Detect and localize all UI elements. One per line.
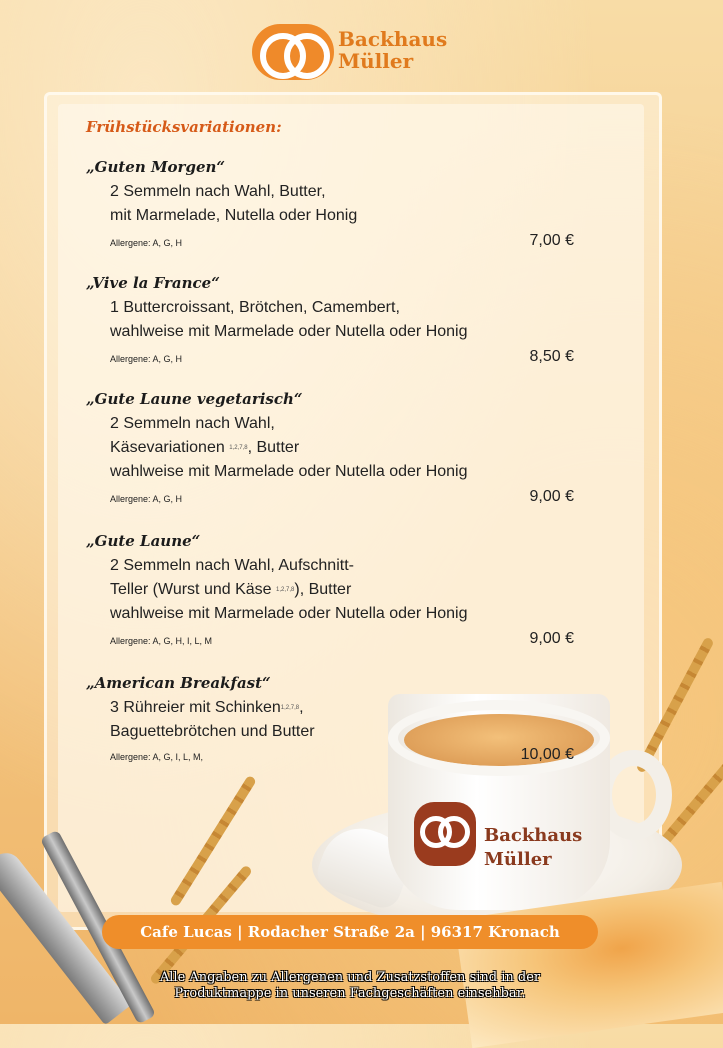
description-line: 2 Semmeln nach Wahl, bbox=[110, 415, 275, 432]
brand-logo bbox=[252, 22, 482, 82]
description-text: , Butter bbox=[247, 439, 300, 457]
disclaimer-line: Produktmappe in unseren Fachgeschäften einsehbar. bbox=[174, 986, 526, 1001]
cup-brand-line1: Backhaus bbox=[484, 825, 583, 846]
description-line: 1 Buttercroissant, Brötchen, Camembert, bbox=[110, 299, 400, 316]
brand-name bbox=[338, 28, 447, 72]
address-bar: Cafe Lucas | Rodacher Straße 2a | 96317 Kronach bbox=[102, 915, 598, 949]
menu-item-allergens: Allergene: A, G, I, L, M, bbox=[110, 752, 204, 762]
description-line: 2 Semmeln nach Wahl, Butter, bbox=[110, 183, 326, 200]
section-heading: Frühstücksvariationen: bbox=[86, 118, 282, 136]
cup-rim-image bbox=[388, 700, 610, 776]
cup-brand-name bbox=[484, 824, 582, 872]
menu-item-title: „American Breakfast“ bbox=[86, 674, 271, 692]
menu-item-allergens: Allergene: A, G, H bbox=[110, 238, 183, 248]
description-text: , bbox=[299, 699, 304, 717]
menu-item-description bbox=[110, 412, 468, 484]
cup-brand-line2: Müller bbox=[484, 849, 552, 870]
additive-numbers: 1,2,7,8 bbox=[276, 587, 295, 593]
description-line bbox=[110, 578, 468, 602]
menu-item-allergens: Allergene: A, G, H bbox=[110, 354, 183, 364]
allergen-disclaimer bbox=[100, 970, 600, 1002]
description-text: ), Butter bbox=[294, 581, 352, 599]
menu-item-price: 9,00 € bbox=[529, 488, 574, 505]
menu-item-title: „Gute Laune“ bbox=[86, 532, 201, 550]
menu-item-description bbox=[110, 180, 357, 228]
menu-item-price: 9,00 € bbox=[529, 630, 574, 647]
menu-item-description bbox=[110, 696, 315, 744]
menu-item-description bbox=[110, 296, 468, 344]
description-text: Käsevariationen bbox=[110, 439, 225, 457]
additive-numbers: 1,2,7,8 bbox=[280, 705, 300, 711]
disclaimer-line: Alle Angaben zu Allergenen und Zusatzstoffen sind in der bbox=[159, 970, 541, 985]
menu-item-title: „Vive la France“ bbox=[86, 274, 220, 292]
description-line: Baguettebrötchen und Butter bbox=[110, 723, 315, 741]
description-line: wahlweise mit Marmelade oder Nutella oder Honig bbox=[110, 463, 468, 481]
menu-item-title: „Guten Morgen“ bbox=[86, 158, 226, 176]
description-line: mit Marmelade, Nutella oder Honig bbox=[110, 207, 358, 224]
brand-name-line1: Backhaus bbox=[338, 27, 448, 51]
description-line: 2 Semmeln nach Wahl, Aufschnitt- bbox=[110, 557, 354, 574]
additive-numbers: 1,2,7,8 bbox=[229, 445, 248, 451]
cup-logo-icon bbox=[414, 802, 476, 866]
description-line bbox=[110, 436, 468, 460]
brand-name-line2: Müller bbox=[338, 49, 414, 73]
menu-item-title: „Gute Laune vegetarisch“ bbox=[86, 390, 303, 408]
description-line: wahlweise mit Marmelade oder Nutella oder Honig bbox=[110, 605, 468, 623]
menu-item-description bbox=[110, 554, 468, 626]
description-text: Teller (Wurst und Käse bbox=[110, 581, 276, 599]
backhaus-mueller-logo-icon bbox=[252, 24, 334, 80]
menu-item-price: 8,50 € bbox=[529, 348, 574, 365]
description-line: wahlweise mit Marmelade oder Nutella oder Honig bbox=[110, 323, 468, 340]
menu-item-allergens: Allergene: A, G, H, I, L, M bbox=[110, 636, 213, 646]
menu-item-price: 7,00 € bbox=[529, 232, 574, 249]
description-line bbox=[110, 696, 315, 720]
menu-item-allergens: Allergene: A, G, H bbox=[110, 494, 183, 504]
description-text: 3 Rühreier mit Schinken bbox=[110, 699, 281, 717]
menu-item-price: 10,00 € bbox=[520, 746, 574, 763]
